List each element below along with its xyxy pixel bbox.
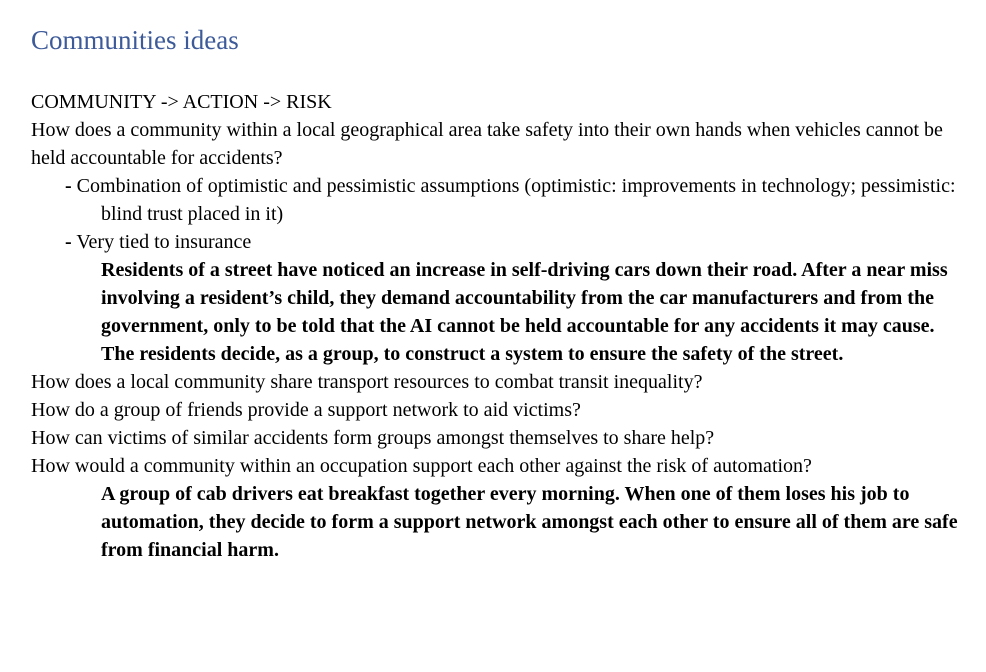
bullet-item	[31, 228, 961, 256]
bullet-text: Combination of optimistic and pessimistic assumptions (optimistic: improvements in technology; pessimistic: blind trust placed in it)	[76, 175, 956, 225]
bullet-text: Very tied to insurance	[76, 231, 252, 253]
page-title: Communities ideas	[31, 25, 239, 55]
document-body	[31, 88, 961, 564]
question-paragraph: How does a community within a local geographical area take safety into their own hands when vehicles cannot be held accountable for accidents?	[31, 119, 943, 169]
question-paragraph: How does a local community share transport resources to combat transit inequality?	[31, 371, 703, 393]
bullet-dash: -	[65, 175, 72, 197]
bullet-dash: -	[65, 231, 72, 253]
scenario-paragraph: A group of cab drivers eat breakfast together every morning. When one of them loses his job to automation, they decide to form a support network amongst each other to ensure all of them are safe from financial harm.	[101, 483, 958, 561]
question-paragraph: How would a community within an occupation support each other against the risk of automation?	[31, 455, 812, 477]
question-paragraph: How do a group of friends provide a support network to aid victims?	[31, 399, 581, 421]
bullet-item	[31, 172, 961, 228]
question-paragraph: How can victims of similar accidents form groups amongst themselves to share help?	[31, 427, 715, 449]
heading-line: COMMUNITY -> ACTION -> RISK	[31, 91, 332, 113]
scenario-paragraph: Residents of a street have noticed an increase in self-driving cars down their road. After a near miss involving a resident’s child, they demand accountability from the car manufacturers and from the government, only to be told that the AI cannot be held accountable for any accidents it may cause. The residents decide, as a group, to construct a system to ensure the safety of the street.	[101, 259, 948, 365]
